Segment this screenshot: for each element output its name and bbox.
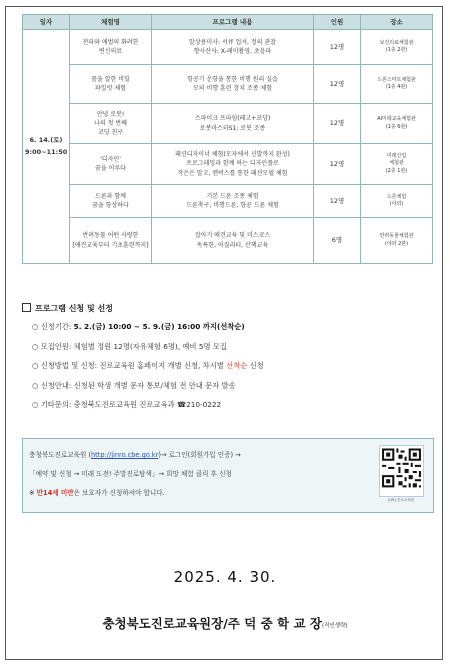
list-item: ○ 신청안내: 신청된 학생 개별 문자 통보/체험 전 안내 문자 발송: [32, 380, 236, 390]
info-text: )→ 로그인(회원가입 인증) →: [158, 451, 241, 459]
table-row: [23, 218, 433, 264]
header-content: 프로그램 내용: [152, 15, 314, 30]
recruit-text: 모집인원: 체험별 정원 12명(자유체험 6명), 예비 5명 모집: [40, 341, 227, 351]
list-item: ○ 모집인원: 체험별 정원 12명(자유체험 6명), 예비 5명 모집: [32, 341, 227, 351]
issue-date: 2025. 4. 30.: [173, 568, 277, 586]
homepage-link[interactable]: http://jinro.cbe.go.kr: [91, 451, 159, 459]
program-count: 12명: [314, 185, 361, 218]
period-label: 신청기간:: [40, 322, 74, 331]
notice-text: 신청안내: 신청된 학생 개별 문자 통보/체험 전 안내 문자 발송: [40, 380, 236, 390]
note-mark: ※: [29, 489, 37, 497]
info-text: 충청북도진로교육원 (: [29, 451, 91, 459]
program-place: AI미래교육체험관 (1층 6관): [361, 104, 433, 144]
header-date: 일자: [23, 15, 70, 30]
list-item: ○ 기타문의: 충청북도진로교육원 진로교육과 ☎210-0222: [32, 400, 222, 409]
program-count: 12명: [314, 104, 361, 144]
section-title-text: 프로그램 신청 및 선정: [35, 304, 113, 313]
program-place: 반려동물체험관 (야외 2관): [361, 218, 433, 264]
method-highlight: 선착순: [226, 361, 248, 370]
list-item: ○ 신청방법 및 신청: 진로교육원 홈페이지 개별 신청, 차시별 선착순 신청: [32, 361, 264, 370]
list-item: ○ 신청기간: 5. 2.(금) 10:00 ~ 5. 9.(금) 16:00 까지(선착순): [32, 322, 245, 331]
table-row: [23, 30, 433, 65]
application-list: [32, 320, 264, 418]
table-row: [23, 185, 433, 218]
age-highlight: 만14세 미만: [36, 489, 74, 497]
program-place: 미래산업 체험관 (2층 1관): [361, 144, 433, 185]
method-text: 신청방법 및 신청: 진로교육원 홈페이지 개별 신청, 차시별: [40, 361, 227, 370]
section-title: [22, 303, 113, 314]
info-line-1: [29, 449, 241, 459]
period-value: 5. 2.(금) 10:00 ~ 5. 9.(금) 16:00 까지(선착순): [73, 322, 245, 331]
program-name: '디자인' 꿈을 이루다: [70, 144, 152, 185]
qr-code-icon[interactable]: [379, 445, 424, 497]
table-header-row: [23, 15, 433, 30]
table-row: [23, 144, 433, 185]
program-count: 12명: [314, 65, 361, 104]
program-name: 반려동물 어떤 사랑한 [애견교육부터 기초훈련까지]: [70, 218, 152, 264]
table-row: [23, 104, 433, 144]
program-count: 6명: [314, 218, 361, 264]
info-text: 은 보호자가 신청하셔야 합니다.: [73, 489, 165, 497]
program-place: 보건의료체험관 (1층 2관): [361, 30, 433, 65]
checkbox-square-icon: [22, 303, 31, 312]
qr-caption: [QR] 진로교육원: [388, 498, 414, 502]
seal-note: (직인생략): [321, 623, 348, 629]
program-content: 항공기 운항을 통한 비행 원리 실습 모의 비행 훈련 장치 조종 체험: [152, 65, 314, 104]
method-tail: 신청: [247, 361, 264, 370]
date-cell: 6. 14.(토) 9:00~11:50: [23, 30, 70, 264]
info-line-2: 「예약 및 신청 → 미래 도전! 주말진로탐색」→ 희망 체험 클릭 후 신청: [29, 470, 232, 478]
header-name: 체험명: [70, 15, 152, 30]
program-content: 스파이크 프라임(레고+코딩) 로봇마스터S1: 로봇 조종: [152, 104, 314, 144]
info-line-3: [29, 487, 165, 497]
signer-line: [0, 614, 450, 632]
program-place: 드론체험 (야외): [361, 185, 433, 218]
program-place: 드론스마트체험관 (1층 4관): [361, 65, 433, 104]
program-content: 패션디자이너 체험(모자에서 신발까지 완성) 프로그래밍과 함께 하는 디자인플로 작은은 말고, 캔버스를 통한 패션모델 체험: [152, 144, 314, 185]
signer-name: 충청북도진로교육원장/주 덕 중 학 교 장: [102, 616, 322, 631]
program-content: 기본 드론 조종 체험 드론축구, 비행드론, 항공 드론 체험: [152, 185, 314, 218]
program-count: 12명: [314, 144, 361, 185]
program-content: 잡아기 애견교육 및 미스코스 독특한, 어질리티, 산책교육: [152, 218, 314, 264]
program-name: 전파와 애벌의 화려한 변신의료: [70, 30, 152, 65]
program-count: 12명: [314, 30, 361, 65]
header-count: 인원: [314, 15, 361, 30]
program-content: 알상용미사: 서큐 업셔, 정의 관찰 향사산사: X-레이촬영, 초음파: [152, 30, 314, 65]
schedule-table: [22, 14, 433, 264]
program-name: 몸을 알한 비밀 파일럿 체험: [70, 65, 152, 104]
contact-text: 기타문의: 충청북도진로교육원 진로교육과 ☎210-0222: [40, 400, 222, 409]
application-info-box: [22, 438, 434, 513]
program-name: 드론과 함께 꿈을 항상하다: [70, 185, 152, 218]
header-place: 장소: [361, 15, 433, 30]
program-name: 안녕 로봇! 나의 첫 번째 코딩 친구: [70, 104, 152, 144]
table-row: [23, 65, 433, 104]
